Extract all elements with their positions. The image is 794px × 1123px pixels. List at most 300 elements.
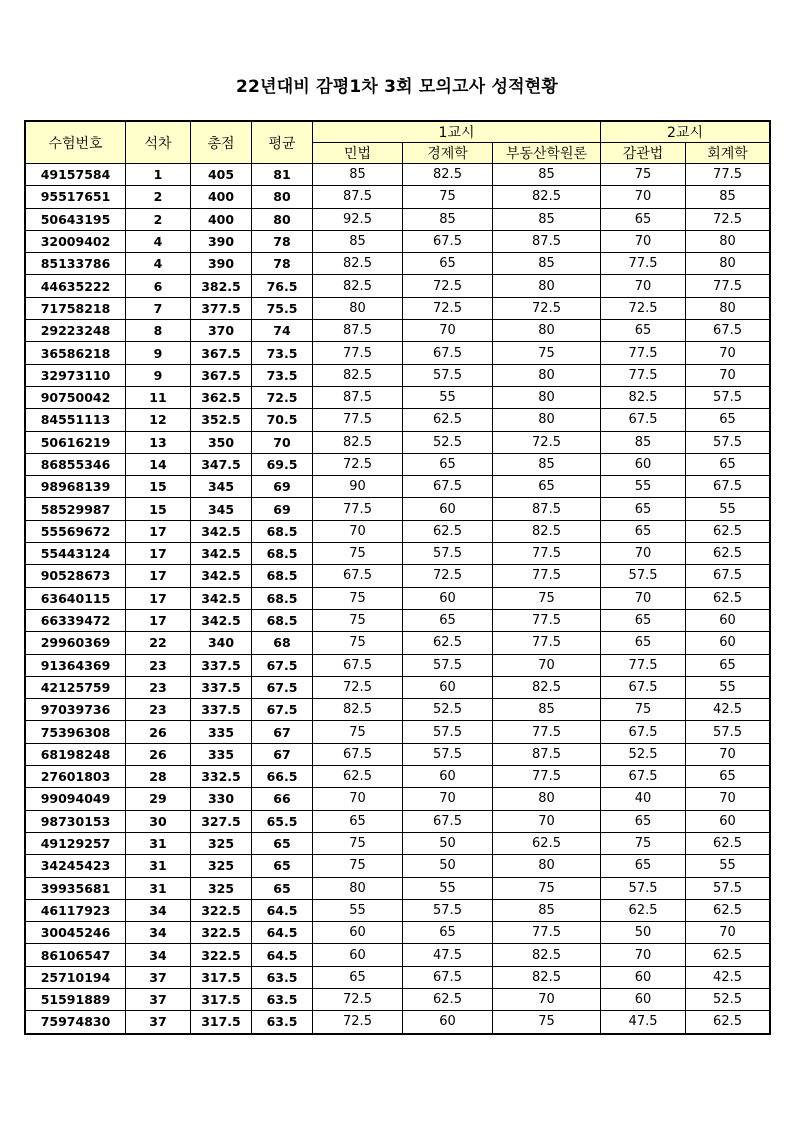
economics-cell: 57.5 bbox=[403, 899, 493, 921]
real-estate-cell: 70 bbox=[493, 810, 601, 832]
exam-number-cell: 46117923 bbox=[26, 899, 126, 921]
economics-cell: 57.5 bbox=[403, 721, 493, 743]
average-cell: 73.5 bbox=[252, 342, 313, 364]
appraisal-law-cell: 57.5 bbox=[601, 877, 686, 899]
accounting-cell: 70 bbox=[686, 364, 770, 386]
economics-cell: 52.5 bbox=[403, 431, 493, 453]
rank-cell: 37 bbox=[126, 988, 191, 1010]
civil-law-cell: 70 bbox=[313, 520, 403, 542]
real-estate-cell: 85 bbox=[493, 253, 601, 275]
average-cell: 65.5 bbox=[252, 810, 313, 832]
total-cell: 335 bbox=[191, 721, 252, 743]
real-estate-cell: 82.5 bbox=[493, 944, 601, 966]
accounting-cell: 70 bbox=[686, 743, 770, 765]
rank-cell: 22 bbox=[126, 632, 191, 654]
rank-cell: 17 bbox=[126, 609, 191, 631]
accounting-cell: 80 bbox=[686, 230, 770, 252]
civil-law-cell: 77.5 bbox=[313, 498, 403, 520]
accounting-cell: 60 bbox=[686, 810, 770, 832]
appraisal-law-cell: 70 bbox=[601, 275, 686, 297]
real-estate-cell: 80 bbox=[493, 409, 601, 431]
average-cell: 64.5 bbox=[252, 944, 313, 966]
exam-number-cell: 90528673 bbox=[26, 565, 126, 587]
table-row bbox=[26, 186, 770, 208]
total-cell: 335 bbox=[191, 743, 252, 765]
accounting-cell: 57.5 bbox=[686, 431, 770, 453]
appraisal-law-cell: 77.5 bbox=[601, 654, 686, 676]
civil-law-cell: 87.5 bbox=[313, 320, 403, 342]
rank-cell: 31 bbox=[126, 855, 191, 877]
table-body bbox=[26, 164, 770, 1034]
accounting-cell: 52.5 bbox=[686, 988, 770, 1010]
average-cell: 67.5 bbox=[252, 699, 313, 721]
economics-cell: 67.5 bbox=[403, 230, 493, 252]
average-cell: 75.5 bbox=[252, 297, 313, 319]
civil-law-cell: 75 bbox=[313, 632, 403, 654]
appraisal-law-cell: 60 bbox=[601, 453, 686, 475]
average-cell: 81 bbox=[252, 164, 313, 186]
civil-law-cell: 72.5 bbox=[313, 1011, 403, 1033]
rank-cell: 37 bbox=[126, 1011, 191, 1033]
real-estate-cell: 85 bbox=[493, 164, 601, 186]
accounting-cell: 57.5 bbox=[686, 877, 770, 899]
accounting-cell: 80 bbox=[686, 297, 770, 319]
civil-law-cell: 77.5 bbox=[313, 409, 403, 431]
exam-number-cell: 30045246 bbox=[26, 922, 126, 944]
average-cell: 63.5 bbox=[252, 966, 313, 988]
appraisal-law-cell: 65 bbox=[601, 520, 686, 542]
real-estate-cell: 85 bbox=[493, 899, 601, 921]
total-cell: 347.5 bbox=[191, 453, 252, 475]
real-estate-cell: 80 bbox=[493, 855, 601, 877]
table-row bbox=[26, 543, 770, 565]
average-cell: 64.5 bbox=[252, 899, 313, 921]
accounting-cell: 85 bbox=[686, 186, 770, 208]
accounting-cell: 67.5 bbox=[686, 565, 770, 587]
exam-number-cell: 29960369 bbox=[26, 632, 126, 654]
economics-cell: 57.5 bbox=[403, 743, 493, 765]
accounting-cell: 60 bbox=[686, 632, 770, 654]
average-cell: 66.5 bbox=[252, 766, 313, 788]
economics-cell: 52.5 bbox=[403, 699, 493, 721]
exam-number-cell: 86106547 bbox=[26, 944, 126, 966]
economics-cell: 65 bbox=[403, 609, 493, 631]
average-cell: 65 bbox=[252, 832, 313, 854]
total-cell: 345 bbox=[191, 498, 252, 520]
civil-law-cell: 80 bbox=[313, 297, 403, 319]
economics-cell: 62.5 bbox=[403, 520, 493, 542]
table-row bbox=[26, 699, 770, 721]
civil-law-cell: 67.5 bbox=[313, 743, 403, 765]
exam-number-cell: 97039736 bbox=[26, 699, 126, 721]
economics-cell: 57.5 bbox=[403, 364, 493, 386]
table-row bbox=[26, 230, 770, 252]
real-estate-cell: 85 bbox=[493, 699, 601, 721]
total-cell: 342.5 bbox=[191, 565, 252, 587]
total-cell: 332.5 bbox=[191, 766, 252, 788]
civil-law-cell: 85 bbox=[313, 230, 403, 252]
civil-law-cell: 72.5 bbox=[313, 988, 403, 1010]
header-subject-economics: 경제학 bbox=[403, 143, 493, 164]
rank-cell: 12 bbox=[126, 409, 191, 431]
total-cell: 337.5 bbox=[191, 654, 252, 676]
real-estate-cell: 87.5 bbox=[493, 743, 601, 765]
table-row bbox=[26, 721, 770, 743]
table-row bbox=[26, 609, 770, 631]
appraisal-law-cell: 67.5 bbox=[601, 721, 686, 743]
appraisal-law-cell: 70 bbox=[601, 230, 686, 252]
rank-cell: 17 bbox=[126, 543, 191, 565]
accounting-cell: 42.5 bbox=[686, 699, 770, 721]
average-cell: 68.5 bbox=[252, 565, 313, 587]
table-row bbox=[26, 253, 770, 275]
real-estate-cell: 70 bbox=[493, 988, 601, 1010]
total-cell: 317.5 bbox=[191, 1011, 252, 1033]
civil-law-cell: 92.5 bbox=[313, 208, 403, 230]
real-estate-cell: 80 bbox=[493, 386, 601, 408]
rank-cell: 9 bbox=[126, 342, 191, 364]
appraisal-law-cell: 65 bbox=[601, 498, 686, 520]
civil-law-cell: 75 bbox=[313, 832, 403, 854]
civil-law-cell: 82.5 bbox=[313, 699, 403, 721]
appraisal-law-cell: 67.5 bbox=[601, 676, 686, 698]
page-title: 22년대비 감평1차 3회 모의고사 성적현황 bbox=[236, 77, 558, 97]
appraisal-law-cell: 50 bbox=[601, 922, 686, 944]
rank-cell: 23 bbox=[126, 654, 191, 676]
appraisal-law-cell: 67.5 bbox=[601, 409, 686, 431]
average-cell: 69.5 bbox=[252, 453, 313, 475]
total-cell: 342.5 bbox=[191, 543, 252, 565]
accounting-cell: 62.5 bbox=[686, 520, 770, 542]
average-cell: 66 bbox=[252, 788, 313, 810]
civil-law-cell: 67.5 bbox=[313, 654, 403, 676]
table-row bbox=[26, 453, 770, 475]
exam-number-cell: 58529987 bbox=[26, 498, 126, 520]
real-estate-cell: 77.5 bbox=[493, 609, 601, 631]
average-cell: 69 bbox=[252, 498, 313, 520]
economics-cell: 57.5 bbox=[403, 654, 493, 676]
exam-number-cell: 55443124 bbox=[26, 543, 126, 565]
table-row bbox=[26, 877, 770, 899]
table-row bbox=[26, 498, 770, 520]
civil-law-cell: 70 bbox=[313, 788, 403, 810]
accounting-cell: 55 bbox=[686, 498, 770, 520]
civil-law-cell: 60 bbox=[313, 922, 403, 944]
civil-law-cell: 75 bbox=[313, 721, 403, 743]
real-estate-cell: 82.5 bbox=[493, 676, 601, 698]
civil-law-cell: 75 bbox=[313, 855, 403, 877]
accounting-cell: 65 bbox=[686, 409, 770, 431]
total-cell: 342.5 bbox=[191, 520, 252, 542]
exam-number-cell: 84551113 bbox=[26, 409, 126, 431]
real-estate-cell: 87.5 bbox=[493, 230, 601, 252]
rank-cell: 11 bbox=[126, 386, 191, 408]
civil-law-cell: 82.5 bbox=[313, 253, 403, 275]
rank-cell: 30 bbox=[126, 810, 191, 832]
accounting-cell: 60 bbox=[686, 609, 770, 631]
appraisal-law-cell: 65 bbox=[601, 320, 686, 342]
real-estate-cell: 80 bbox=[493, 320, 601, 342]
real-estate-cell: 75 bbox=[493, 342, 601, 364]
table-row bbox=[26, 922, 770, 944]
rank-cell: 2 bbox=[126, 186, 191, 208]
total-cell: 345 bbox=[191, 476, 252, 498]
average-cell: 68.5 bbox=[252, 543, 313, 565]
appraisal-law-cell: 82.5 bbox=[601, 386, 686, 408]
appraisal-law-cell: 57.5 bbox=[601, 565, 686, 587]
accounting-cell: 62.5 bbox=[686, 944, 770, 966]
economics-cell: 67.5 bbox=[403, 810, 493, 832]
economics-cell: 60 bbox=[403, 766, 493, 788]
civil-law-cell: 87.5 bbox=[313, 386, 403, 408]
appraisal-law-cell: 65 bbox=[601, 855, 686, 877]
rank-cell: 4 bbox=[126, 253, 191, 275]
exam-number-cell: 55569672 bbox=[26, 520, 126, 542]
civil-law-cell: 65 bbox=[313, 810, 403, 832]
appraisal-law-cell: 70 bbox=[601, 587, 686, 609]
rank-cell: 17 bbox=[126, 587, 191, 609]
table-row bbox=[26, 208, 770, 230]
civil-law-cell: 87.5 bbox=[313, 186, 403, 208]
total-cell: 325 bbox=[191, 855, 252, 877]
average-cell: 68.5 bbox=[252, 609, 313, 631]
accounting-cell: 65 bbox=[686, 453, 770, 475]
economics-cell: 65 bbox=[403, 253, 493, 275]
total-cell: 370 bbox=[191, 320, 252, 342]
economics-cell: 62.5 bbox=[403, 409, 493, 431]
civil-law-cell: 72.5 bbox=[313, 453, 403, 475]
exam-number-cell: 63640115 bbox=[26, 587, 126, 609]
table-row bbox=[26, 988, 770, 1010]
appraisal-law-cell: 47.5 bbox=[601, 1011, 686, 1033]
economics-cell: 47.5 bbox=[403, 944, 493, 966]
accounting-cell: 57.5 bbox=[686, 721, 770, 743]
rank-cell: 2 bbox=[126, 208, 191, 230]
real-estate-cell: 72.5 bbox=[493, 297, 601, 319]
accounting-cell: 55 bbox=[686, 676, 770, 698]
score-table bbox=[25, 121, 770, 1034]
total-cell: 327.5 bbox=[191, 810, 252, 832]
table-row bbox=[26, 899, 770, 921]
economics-cell: 67.5 bbox=[403, 476, 493, 498]
total-cell: 400 bbox=[191, 208, 252, 230]
exam-number-cell: 50643195 bbox=[26, 208, 126, 230]
rank-cell: 1 bbox=[126, 164, 191, 186]
total-cell: 322.5 bbox=[191, 944, 252, 966]
table-row bbox=[26, 966, 770, 988]
exam-number-cell: 44635222 bbox=[26, 275, 126, 297]
table-row bbox=[26, 409, 770, 431]
average-cell: 65 bbox=[252, 877, 313, 899]
civil-law-cell: 65 bbox=[313, 966, 403, 988]
total-cell: 330 bbox=[191, 788, 252, 810]
civil-law-cell: 80 bbox=[313, 877, 403, 899]
economics-cell: 65 bbox=[403, 453, 493, 475]
average-cell: 70.5 bbox=[252, 409, 313, 431]
real-estate-cell: 77.5 bbox=[493, 565, 601, 587]
appraisal-law-cell: 70 bbox=[601, 543, 686, 565]
header-period-1: 1교시 bbox=[313, 122, 601, 143]
real-estate-cell: 70 bbox=[493, 654, 601, 676]
accounting-cell: 77.5 bbox=[686, 164, 770, 186]
accounting-cell: 42.5 bbox=[686, 966, 770, 988]
rank-cell: 28 bbox=[126, 766, 191, 788]
total-cell: 342.5 bbox=[191, 609, 252, 631]
header-period-2: 2교시 bbox=[601, 122, 770, 143]
real-estate-cell: 77.5 bbox=[493, 721, 601, 743]
average-cell: 67 bbox=[252, 721, 313, 743]
civil-law-cell: 60 bbox=[313, 944, 403, 966]
average-cell: 69 bbox=[252, 476, 313, 498]
appraisal-law-cell: 75 bbox=[601, 699, 686, 721]
appraisal-law-cell: 65 bbox=[601, 632, 686, 654]
table-row bbox=[26, 676, 770, 698]
exam-number-cell: 27601803 bbox=[26, 766, 126, 788]
table-row bbox=[26, 587, 770, 609]
rank-cell: 31 bbox=[126, 832, 191, 854]
real-estate-cell: 85 bbox=[493, 208, 601, 230]
real-estate-cell: 82.5 bbox=[493, 966, 601, 988]
rank-cell: 7 bbox=[126, 297, 191, 319]
exam-number-cell: 75974830 bbox=[26, 1011, 126, 1033]
appraisal-law-cell: 70 bbox=[601, 186, 686, 208]
exam-number-cell: 99094049 bbox=[26, 788, 126, 810]
header-subject-appraisal-law: 감관법 bbox=[601, 143, 686, 164]
average-cell: 80 bbox=[252, 208, 313, 230]
average-cell: 68 bbox=[252, 632, 313, 654]
exam-number-cell: 85133786 bbox=[26, 253, 126, 275]
economics-cell: 70 bbox=[403, 788, 493, 810]
exam-number-cell: 95517651 bbox=[26, 186, 126, 208]
appraisal-law-cell: 75 bbox=[601, 164, 686, 186]
rank-cell: 31 bbox=[126, 877, 191, 899]
appraisal-law-cell: 55 bbox=[601, 476, 686, 498]
table-row bbox=[26, 855, 770, 877]
total-cell: 400 bbox=[191, 186, 252, 208]
table-row bbox=[26, 832, 770, 854]
average-cell: 70 bbox=[252, 431, 313, 453]
economics-cell: 55 bbox=[403, 386, 493, 408]
rank-cell: 8 bbox=[126, 320, 191, 342]
exam-number-cell: 98730153 bbox=[26, 810, 126, 832]
accounting-cell: 62.5 bbox=[686, 587, 770, 609]
accounting-cell: 55 bbox=[686, 855, 770, 877]
average-cell: 74 bbox=[252, 320, 313, 342]
exam-number-cell: 71758218 bbox=[26, 297, 126, 319]
table-header bbox=[26, 122, 770, 164]
appraisal-law-cell: 40 bbox=[601, 788, 686, 810]
civil-law-cell: 77.5 bbox=[313, 342, 403, 364]
real-estate-cell: 65 bbox=[493, 476, 601, 498]
total-cell: 377.5 bbox=[191, 297, 252, 319]
average-cell: 72.5 bbox=[252, 386, 313, 408]
average-cell: 64.5 bbox=[252, 922, 313, 944]
header-total: 총점 bbox=[191, 122, 252, 164]
economics-cell: 85 bbox=[403, 208, 493, 230]
total-cell: 317.5 bbox=[191, 966, 252, 988]
real-estate-cell: 77.5 bbox=[493, 766, 601, 788]
accounting-cell: 62.5 bbox=[686, 832, 770, 854]
total-cell: 352.5 bbox=[191, 409, 252, 431]
table-row bbox=[26, 1011, 770, 1033]
exam-number-cell: 32973110 bbox=[26, 364, 126, 386]
exam-number-cell: 32009402 bbox=[26, 230, 126, 252]
civil-law-cell: 82.5 bbox=[313, 431, 403, 453]
table-row bbox=[26, 476, 770, 498]
average-cell: 67 bbox=[252, 743, 313, 765]
table-row bbox=[26, 810, 770, 832]
table-row bbox=[26, 364, 770, 386]
appraisal-law-cell: 62.5 bbox=[601, 899, 686, 921]
accounting-cell: 67.5 bbox=[686, 476, 770, 498]
economics-cell: 65 bbox=[403, 922, 493, 944]
accounting-cell: 77.5 bbox=[686, 275, 770, 297]
civil-law-cell: 55 bbox=[313, 899, 403, 921]
total-cell: 367.5 bbox=[191, 364, 252, 386]
total-cell: 382.5 bbox=[191, 275, 252, 297]
rank-cell: 17 bbox=[126, 565, 191, 587]
total-cell: 337.5 bbox=[191, 699, 252, 721]
rank-cell: 29 bbox=[126, 788, 191, 810]
table-row bbox=[26, 632, 770, 654]
average-cell: 63.5 bbox=[252, 988, 313, 1010]
appraisal-law-cell: 70 bbox=[601, 944, 686, 966]
average-cell: 68.5 bbox=[252, 520, 313, 542]
exam-number-cell: 39935681 bbox=[26, 877, 126, 899]
total-cell: 350 bbox=[191, 431, 252, 453]
civil-law-cell: 82.5 bbox=[313, 364, 403, 386]
table-row bbox=[26, 297, 770, 319]
civil-law-cell: 75 bbox=[313, 543, 403, 565]
rank-cell: 4 bbox=[126, 230, 191, 252]
average-cell: 65 bbox=[252, 855, 313, 877]
average-cell: 67.5 bbox=[252, 654, 313, 676]
total-cell: 340 bbox=[191, 632, 252, 654]
accounting-cell: 70 bbox=[686, 342, 770, 364]
real-estate-cell: 80 bbox=[493, 364, 601, 386]
exam-number-cell: 66339472 bbox=[26, 609, 126, 631]
accounting-cell: 62.5 bbox=[686, 543, 770, 565]
exam-number-cell: 75396308 bbox=[26, 721, 126, 743]
accounting-cell: 70 bbox=[686, 922, 770, 944]
appraisal-law-cell: 77.5 bbox=[601, 253, 686, 275]
total-cell: 317.5 bbox=[191, 988, 252, 1010]
appraisal-law-cell: 65 bbox=[601, 609, 686, 631]
appraisal-law-cell: 60 bbox=[601, 988, 686, 1010]
total-cell: 362.5 bbox=[191, 386, 252, 408]
average-cell: 80 bbox=[252, 186, 313, 208]
rank-cell: 6 bbox=[126, 275, 191, 297]
appraisal-law-cell: 67.5 bbox=[601, 766, 686, 788]
civil-law-cell: 67.5 bbox=[313, 565, 403, 587]
exam-number-cell: 29223248 bbox=[26, 320, 126, 342]
economics-cell: 60 bbox=[403, 1011, 493, 1033]
appraisal-law-cell: 77.5 bbox=[601, 342, 686, 364]
rank-cell: 13 bbox=[126, 431, 191, 453]
civil-law-cell: 90 bbox=[313, 476, 403, 498]
rank-cell: 9 bbox=[126, 364, 191, 386]
appraisal-law-cell: 72.5 bbox=[601, 297, 686, 319]
exam-number-cell: 91364369 bbox=[26, 654, 126, 676]
rank-cell: 14 bbox=[126, 453, 191, 475]
economics-cell: 82.5 bbox=[403, 164, 493, 186]
table-row bbox=[26, 431, 770, 453]
civil-law-cell: 85 bbox=[313, 164, 403, 186]
average-cell: 78 bbox=[252, 253, 313, 275]
rank-cell: 37 bbox=[126, 966, 191, 988]
average-cell: 78 bbox=[252, 230, 313, 252]
appraisal-law-cell: 77.5 bbox=[601, 364, 686, 386]
